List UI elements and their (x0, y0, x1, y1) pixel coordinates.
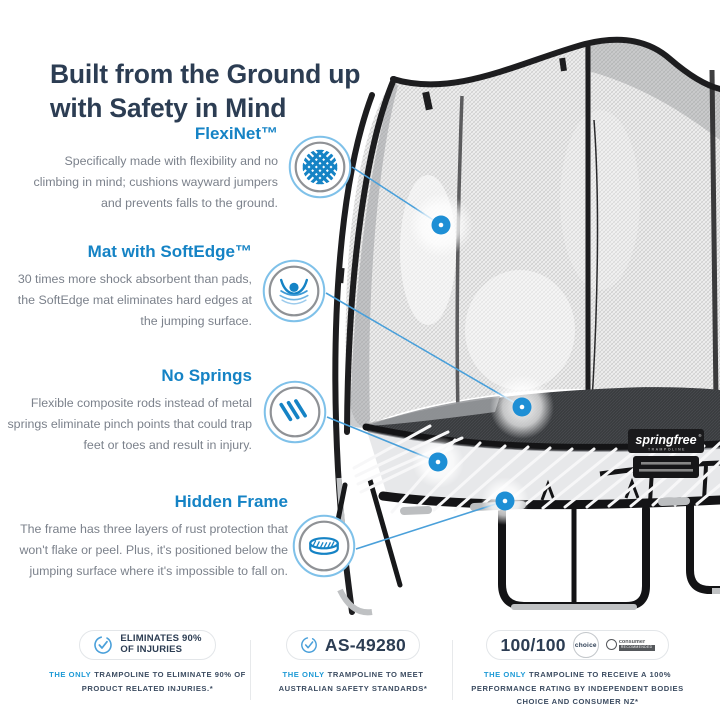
badge-pill-label: AS-49280 (324, 634, 407, 655)
brand-logo-text: springfree (635, 433, 697, 447)
badge-pill (79, 630, 215, 660)
badge-pill (486, 630, 668, 660)
circle-check-icon (93, 635, 113, 655)
badge-caption (258, 668, 448, 695)
badge-pill-line2: OF INJURIES (120, 644, 183, 655)
consumer-nz-logo (606, 639, 655, 650)
feature-description: Flexible composite rods instead of metal springs eliminate pinch points that could trap feet or toes and result in injury. (7, 396, 252, 453)
brand-reg-mark: ® (698, 433, 702, 438)
badge-divider (452, 640, 453, 700)
feature-title: FlexiNet™ (194, 124, 278, 143)
choice-logo-text: choice (574, 641, 597, 649)
feature-title: No Springs (161, 366, 252, 385)
feature-softedge-mat (0, 242, 252, 332)
mat-cushion-icon (261, 258, 327, 324)
consumer-logo-icon (606, 639, 617, 650)
certification-badges (0, 630, 720, 720)
badge-caption-highlight: THE ONLY (282, 670, 325, 679)
badge-caption (455, 668, 700, 709)
page-title (50, 58, 360, 126)
feature-hidden-frame (8, 492, 288, 582)
badge-caption-text: TRAMPOLINE TO RECEIVE A 100% PERFORMANCE RATING BY INDEPENDENT BODIES CHOICE AND CONSUMER NZ* (471, 670, 684, 707)
frame-ring-icon (291, 513, 357, 579)
headline-line2: with Safety in Mind (50, 92, 287, 123)
feature-description: Specifically made with flexibility and no climbing in mind; cushions wayward jumpers and prevents falls to the ground. (33, 154, 278, 211)
badge-caption-highlight: THE ONLY (483, 670, 526, 679)
badge-caption-highlight: THE ONLY (49, 670, 92, 679)
consumer-logo-subtext: RECOMMENDED (620, 645, 653, 650)
feature-flexinet (26, 124, 278, 214)
badge-pill-label: 100/100 (500, 634, 566, 655)
circle-check-icon (300, 636, 318, 654)
badge-eliminates-injuries (40, 630, 255, 695)
feature-description: The frame has three layers of rust protection that won't flake or peel. Plus, it's positioned below the jumping surface where it's impossible to fall on. (19, 522, 288, 579)
badge-pill-label (120, 634, 201, 656)
feature-no-springs (0, 366, 252, 456)
choice-logo (573, 632, 599, 658)
badge-caption (40, 668, 255, 695)
headline-line1: Built from the Ground up (50, 58, 361, 89)
composite-rods-icon (262, 379, 328, 445)
badge-pill-line1: ELIMINATES 90% (120, 633, 202, 645)
net-mesh-icon (287, 134, 353, 200)
brand-sub-text: TRAMPOLINE (647, 447, 687, 452)
badge-caption-text: TRAMPOLINE TO ELIMINATE 90% OF PRODUCT RELATED INJURIES.* (81, 670, 246, 693)
consumer-logo-text: consumer (618, 639, 646, 646)
badge-pill (286, 630, 420, 660)
feature-description: 30 times more shock absorbent than pads, the SoftEdge mat eliminates hard edges at the jumping surface. (17, 272, 252, 329)
feature-title: Mat with SoftEdge™ (87, 242, 252, 261)
feature-title: Hidden Frame (174, 492, 288, 511)
badge-caption-text: TRAMPOLINE TO MEET AUSTRALIAN SAFETY STANDARDS* (278, 670, 428, 693)
badge-australian-standard (258, 630, 448, 695)
badge-performance-rating (455, 630, 700, 709)
